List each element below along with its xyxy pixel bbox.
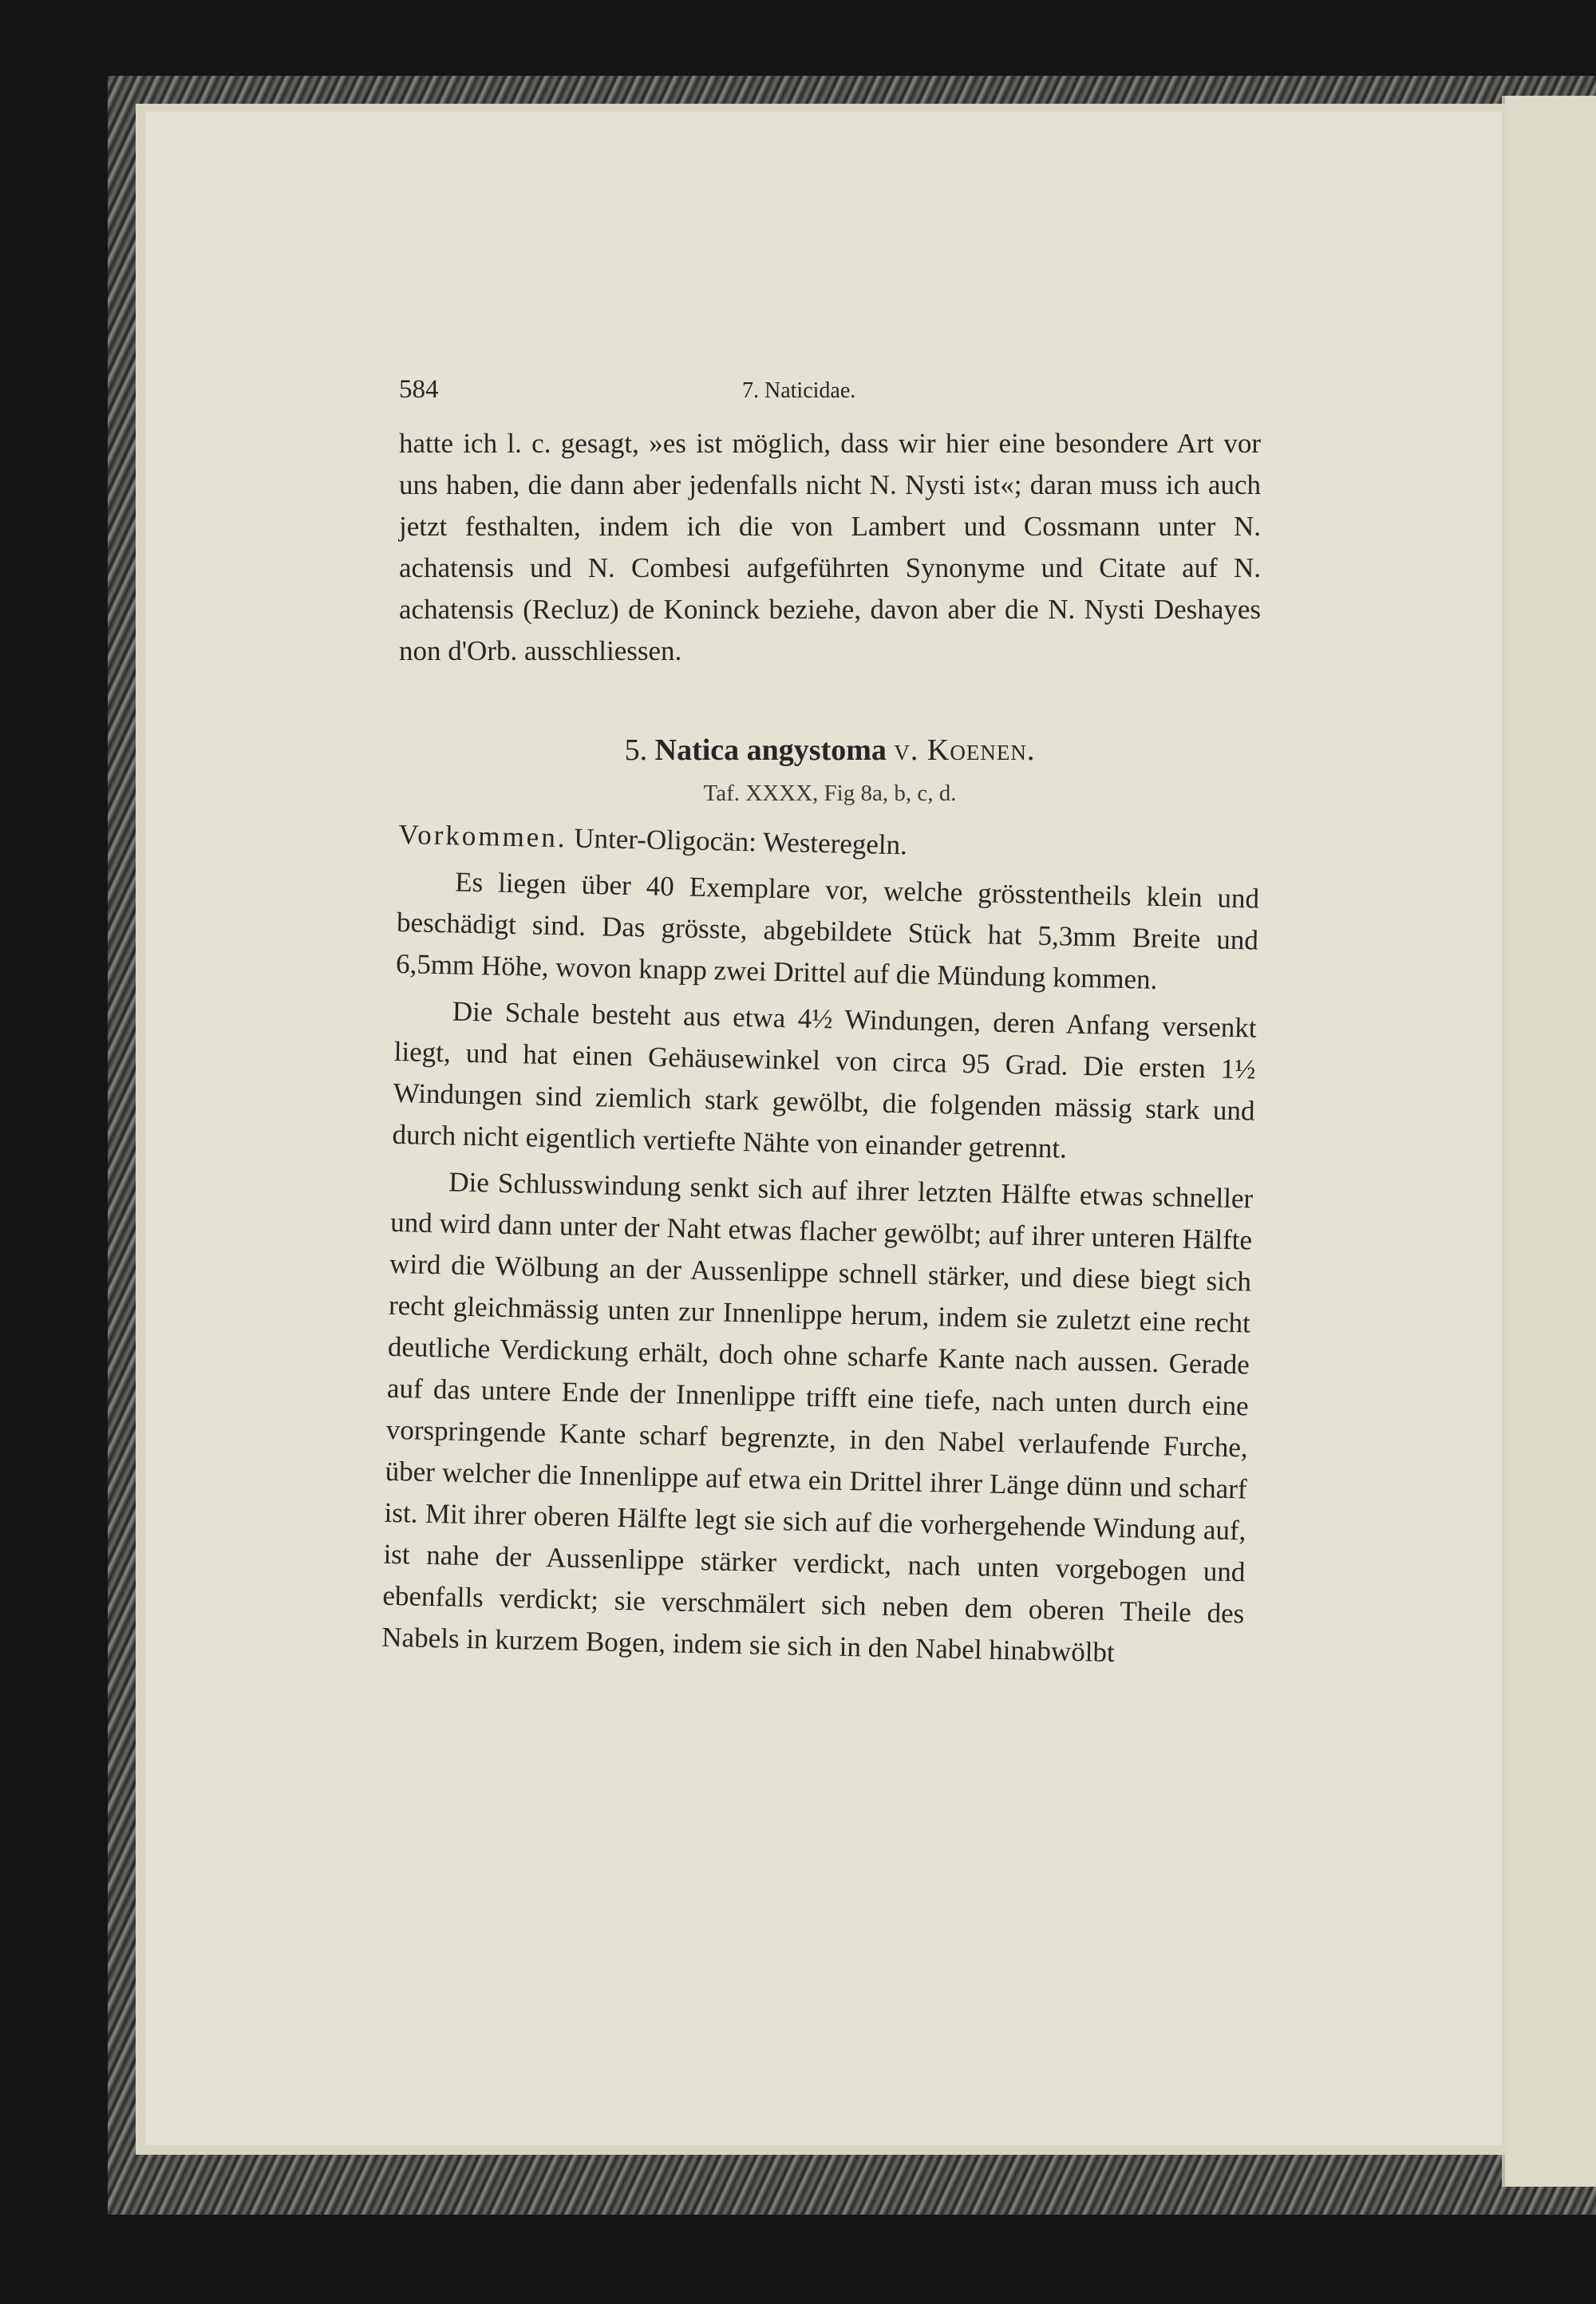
- body-text: [381, 814, 1261, 1676]
- running-title: 7. Naticidae.: [742, 378, 856, 403]
- plate-reference: Taf. XXXX, Fig 8a, b, c, d.: [703, 781, 957, 806]
- intro-paragraph: hatte ich l. c. gesagt, »es ist möglich, dass wir hier eine besondere Art vor uns haben, die dann aber jedenfalls nicht N. Nysti ist«; daran muss ich auch jetzt festhalten, indem ich die von Lambert und Cossmann unter N. achatensis und N. Combesi aufgeführten Synonyme und Citate auf N. achatensis (Recluz) de Koninck beziehe, davon aber die N. Nysti Deshayes non d'Orb. ausschliessen.: [399, 428, 1261, 666]
- occurrence-text: Unter-Oligocän: Westeregeln.: [573, 822, 908, 861]
- paragraph-shell: Die Schale besteht aus etwa 4½ Windungen, deren Anfang versenkt liegt, und hat einen Gehäusewinkel von circa 95 Grad. Die ersten 1½ Windungen sind ziemlich stark gewölbt, die folgenden mässig stark und durch nicht eigentlich vertiefte Nähte von einander getrennt.: [392, 995, 1258, 1164]
- species-author: v. Koenen.: [894, 733, 1036, 767]
- page-number: 584: [399, 375, 439, 404]
- paragraph-specimens: Es liegen über 40 Exemplare vor, welche grösstentheils klein und beschädigt sind. Das grösste, abgebildete Stück hat 5,3mm Breite und 6,5mm Höhe, wovon knapp zwei Drittel auf die Mündung kommen.: [395, 866, 1260, 995]
- facing-page: [1502, 96, 1596, 2187]
- paragraph-body-whorl: Die Schlusswindung senkt sich auf ihrer letzten Hälfte etwas schneller und wird dann unter der Naht etwas flacher gewölbt; auf ihrer unteren Hälfte wird die Wölbung an der Aussenlippe schnell stärker, und diese biegt sich recht gleichmässig unten zur Innenlippe herum, indem sie zuletzt eine recht deutliche Verdickung erhält, doch ohne scharfe Kante nach aussen. Gerade auf das untere Ende der Innenlippe trifft eine tiefe, nach unten durch eine vorspringende Kante scharf begrenzte, in den Nabel verlaufende Furche, über welcher die Innenlippe auf etwa ein Drittel ihrer Länge dünn und scharf ist. Mit ihrer oberen Hälfte legt sie sich auf die vorhergehende Windung auf, ist nahe der Aussenlippe stärker verdickt, nach unten vorgebogen und ebenfalls verdickt; sie verschmälert sich neben dem oberen Theile des Nabels in kurzem Bogen, indem sie sich in den Nabel hinabwölbt: [381, 1166, 1254, 1669]
- species-number: 5.: [624, 733, 648, 767]
- occurrence-label: Vorkommen.: [398, 818, 567, 854]
- species-title: Natica angystoma: [654, 733, 887, 767]
- species-heading: [399, 728, 1261, 773]
- running-head: [399, 375, 1261, 423]
- page-text: [381, 375, 1261, 1669]
